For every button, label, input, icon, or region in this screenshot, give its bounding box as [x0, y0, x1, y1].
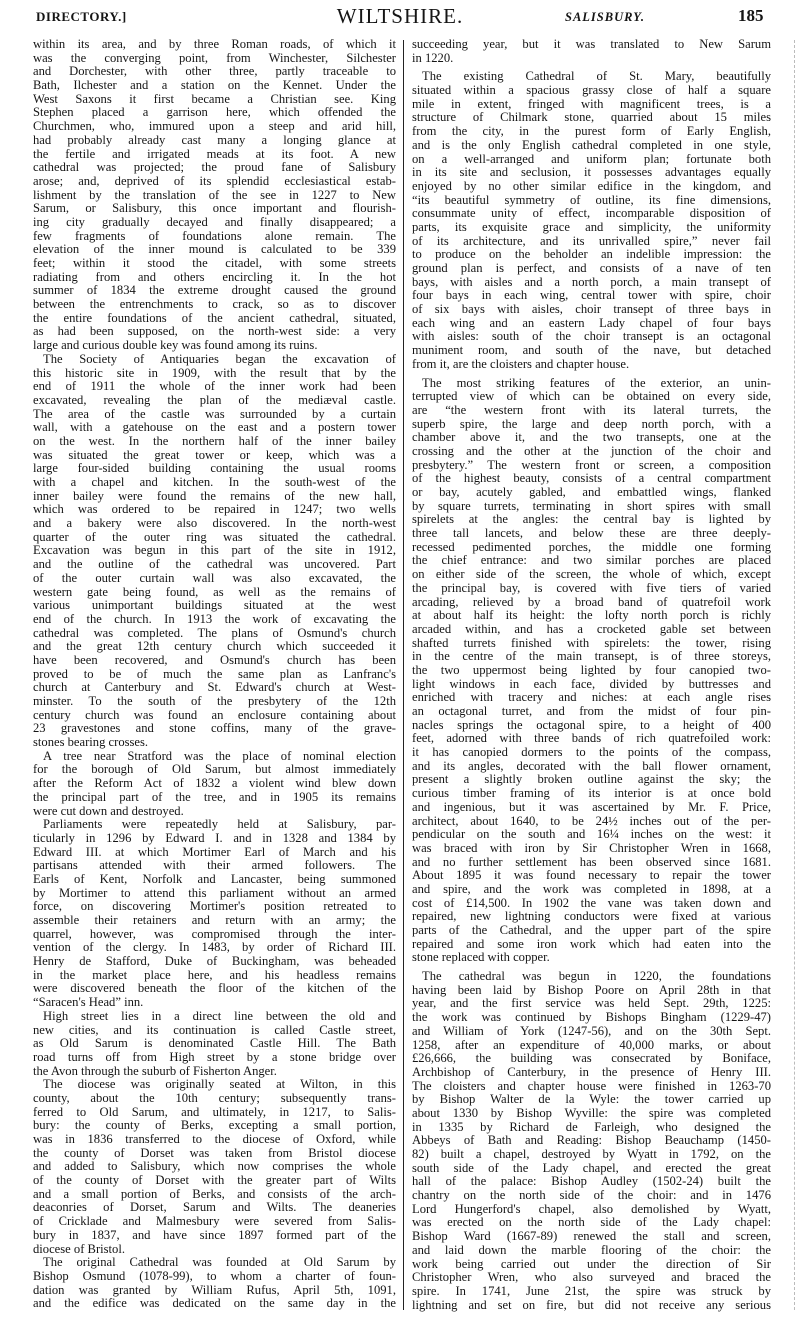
text-line: and a small portion of Berks, and consists of the arch-: [33, 1186, 396, 1201]
text-line: of the highest beauty, consists of a central compartment: [412, 471, 771, 486]
text-line: chamber above it, and the two transepts, one at the: [412, 430, 771, 445]
text-line: was erected on the north side of the Lady chapel:: [412, 1215, 771, 1230]
text-line: vention of the clergy. In 1483, by order of Richard III.: [33, 940, 396, 955]
text-line: The cathedral was begun in 1220, the foundations: [422, 969, 771, 984]
text-line: this historic site in 1909, with the result that by the: [33, 365, 396, 380]
text-line: stone replaced with copper.: [412, 950, 550, 965]
text-line: Parliaments were repeatedly held at Salisbury, par-: [43, 817, 396, 832]
text-line: The diocese was originally seated at Wilton, in this: [43, 1077, 396, 1092]
text-line: force, on discovering Mortimer's position retreated to: [33, 899, 396, 914]
paragraph: [412, 70, 771, 371]
text-line: in 1220.: [412, 50, 454, 65]
text-line: an octagonal turret, and from the midst of four pin-: [412, 704, 771, 718]
text-line: 82) built a chapel, destroyed by Wyatt in 1792, on the: [412, 1147, 771, 1161]
text-line: muniment room, and south of the nave, but detached: [412, 343, 771, 358]
text-line: quarrel, however, was compromised through the inter-: [33, 926, 396, 941]
text-line: from the city, in the purest form of Early English,: [412, 124, 771, 139]
text-line: end of the church. In 1913 the work of excavating the: [33, 611, 396, 626]
text-line: with aisles: south of the choir transept is an octagonal: [412, 329, 771, 344]
text-line: ticularly in 1296 by Edward I. and in 1328 and 1384 by: [33, 830, 396, 845]
text-line: Henry de Stafford, Duke of Buckingham, was beheaded: [33, 954, 396, 969]
text-line: crossing and the other at the junction of the choir and: [412, 443, 771, 458]
text-line: three tall lancets, and below these are three deeply-: [412, 526, 771, 541]
text-line: from it, are the cloisters and chapter house.: [412, 356, 630, 371]
text-line: summer of 1834 the extreme drought caused the ground: [33, 283, 396, 298]
text-line: in its site and seclusion, it possesses advantages equally: [412, 165, 771, 180]
text-line: The area of the castle was surrounded by a curtain: [33, 406, 396, 421]
text-line: by square turrets, terminating in short spires with small: [412, 498, 771, 513]
text-line: each wing and an eastern Lady chapel of four bays: [412, 315, 771, 330]
text-line: enjoyed by no other similar edifice in the kingdom, and: [412, 178, 771, 193]
text-line: £26,666, the building was consecrated by Boniface,: [412, 1051, 771, 1066]
text-line: of Cricklade and Malmesbury were severed from Salis-: [33, 1214, 396, 1229]
text-line: bays, with aisles and a north porch, a main transept of: [412, 274, 771, 289]
text-line: assemble their retainers and return with an army; the: [33, 913, 396, 927]
text-line: by Bishop Walter de la Wyle: the tower carried up: [412, 1092, 771, 1107]
text-line: about 1330 by Bishop Wyville: the spire was completed: [412, 1105, 771, 1120]
running-head-section: SALISBURY.: [565, 10, 646, 24]
paragraph: [412, 38, 771, 65]
text-line: large four-sided building containing the usual rooms: [33, 461, 396, 476]
text-line: and no further settlement has been observed since 1681.: [412, 854, 771, 869]
text-line: end of 1911 the whole of the inner work had been: [33, 379, 396, 394]
text-line: few fragments of foundations alone remain. The: [33, 228, 396, 243]
text-line: Bath, Ilchester and a station on the Kennet. Under the: [33, 78, 396, 93]
text-line: and added to Salisbury, which now comprises the whole: [33, 1159, 396, 1174]
text-line: The most striking features of the exterior, an unin-: [422, 375, 771, 390]
text-line: south side of the Lady chapel, and erected the great: [412, 1160, 771, 1175]
text-line: pendicular on the south and 16¼ inches on the west: it: [412, 827, 771, 842]
text-line: and Dorchester, with other three, partly traceable to: [33, 64, 396, 79]
text-line: was the converging point, from Winchester, Silchester: [33, 50, 396, 65]
text-line: the work was continued by Bishops Bingham (1229-47): [412, 1010, 771, 1025]
text-line: and the outline of the cathedral was uncovered. Part: [33, 557, 396, 572]
text-line: and ingenious, but it was ascertained by Mr. F. Price,: [412, 799, 771, 814]
text-line: to produce on the beholder an indelible impression: the: [412, 247, 771, 262]
text-line: situated within a spacious grassy close of half a square: [412, 83, 771, 98]
text-line: hall of the palace: Bishop Audley (1502-24) built the: [412, 1174, 771, 1189]
text-line: are “the western front with its lateral turrets, the: [412, 402, 771, 417]
text-line: Sarum, or Salisbury, this once important and flourish-: [33, 201, 396, 216]
text-line: had probably already cast many a longing glance at: [33, 132, 396, 147]
text-line: or bay, acutely gabled, and embattled wings, flanked: [412, 485, 771, 499]
paragraph: [33, 1078, 396, 1256]
text-line: in the market place here, and his headless remains: [33, 967, 396, 982]
text-line: The cloisters and chapter house were finished in 1263-70: [412, 1078, 771, 1093]
text-line: Archbishop of Canterbury, in the presence of Henry III.: [412, 1064, 771, 1079]
text-line: bury: the county of Berks, excepting a small portion,: [33, 1118, 396, 1133]
text-line: terrupted view of which can be obtained on every side,: [412, 389, 771, 404]
text-line: was braced with iron by Sir Christopher Wren in 1668,: [412, 840, 771, 855]
text-line: it has canopied dormers to the points of the compass,: [412, 745, 771, 760]
text-line: repaired and some iron work which had eaten into the: [412, 936, 771, 951]
text-line: and William of York (1247-56), and on the 30th Sept.: [412, 1023, 771, 1038]
text-line: curious timber framing of its interior is at once bold: [412, 786, 771, 801]
text-line: Earls of Kent, Norfolk and Lancaster, being summoned: [33, 871, 396, 886]
text-line: elevation of the inner mound is calculated to be 339: [33, 242, 396, 257]
text-line: the two uppermost being lighted by four canopied two-: [412, 662, 771, 677]
text-line: large and curious double key was found among its ruins.: [33, 338, 318, 353]
text-line: The original Cathedral was founded at Old Sarum by: [43, 1255, 396, 1270]
text-line: 23 gravestones and stone coffins, many of the grave-: [33, 721, 396, 736]
text-line: stones bearing crosses.: [33, 735, 149, 750]
text-line: at about half its height: the lofty north porch is richly: [412, 608, 771, 623]
text-line: arcading, relieved by a broad band of quatrefoil work: [412, 594, 771, 609]
text-line: four bays in each wing, central tower with spire, choir: [412, 288, 771, 303]
paragraph: [33, 750, 396, 818]
text-line: was situated the great tower or keep, which was a: [33, 447, 396, 462]
running-head-directory: DIRECTORY.]: [36, 9, 127, 24]
text-line: consummate unity of effect, incomparable disposition of: [412, 206, 771, 221]
text-line: Lord Hungerford's chapel, also demolished by Wyatt,: [412, 1201, 771, 1216]
text-line: within its area, and by three Roman roads, of which it: [33, 37, 396, 51]
text-line: lishment by the translation of the see in 1227 to New: [33, 187, 396, 202]
text-line: and its angles, decorated with the ball flower ornament,: [412, 758, 771, 773]
text-line: shafted turrets finished with spirelets: the tower, rising: [412, 635, 771, 650]
text-line: About 1895 it was found necessary to repair the tower: [412, 868, 771, 883]
text-line: bury in 1837, and have since 1897 formed part of the: [33, 1227, 396, 1242]
text-line: was in 1836 transferred to the diocese of Oxford, while: [33, 1132, 396, 1146]
right-column: [412, 38, 771, 1312]
text-line: partisans attended with their armed followers. The: [33, 858, 396, 873]
text-line: have been recovered, and Osmund's church has been: [33, 652, 396, 667]
text-line: in the centre of the main transept, is of three storeys,: [412, 649, 771, 664]
paragraph: [33, 353, 396, 750]
text-line: radiating from and others encircling it. In the hot: [33, 269, 396, 284]
text-line: parts of the Cathedral, and the upper part of the spire: [412, 923, 771, 937]
text-line: High street lies in a direct line between the old and: [43, 1008, 396, 1023]
text-line: after the Reform Act of 1832 a violent wind blew down: [33, 776, 396, 791]
text-line: the principal bay, is covered with five tiers of varied: [412, 580, 771, 595]
column-divider: [403, 40, 404, 1310]
text-line: ferred to Old Sarum, and ultimately, in 1217, to Salis-: [33, 1104, 396, 1119]
text-line: the county of Dorset was taken from Bristol diocese: [33, 1145, 396, 1160]
text-line: Abbeys of Bath and Reading: Bishop Beauchamp (1450-: [412, 1133, 771, 1148]
text-line: ing city gradually decayed and finally disappeared; a: [33, 214, 396, 229]
text-line: arose; and, deprived of its splendid ecclesiastical estab-: [33, 173, 396, 188]
text-line: and is the only English cathedral completed in one style,: [412, 137, 771, 152]
text-line: Excavation was begun in this part of the site in 1912,: [33, 543, 396, 558]
text-line: architect, about 1640, to be 24½ inches out of the per-: [412, 813, 771, 828]
text-line: Stephen placed a garrison here, which offended the: [33, 105, 396, 120]
text-line: on a well-arranged and uniform plan; fortunate both: [412, 151, 771, 166]
text-line: for the borough of Old Sarum, but almost immediately: [33, 762, 396, 777]
text-line: century church was found an enclosure containing about: [33, 707, 396, 722]
text-line: with a chapel and kitchen. In the south-west of the: [33, 475, 396, 489]
text-line: cathedral was completed. The plans of Osmund's church: [33, 625, 396, 640]
text-line: and a bakery were also discovered. In the north-west: [33, 516, 396, 531]
text-line: as Old Sarum is denominated Castle Hill. The Bath: [33, 1036, 396, 1051]
text-line: Churchmen, who, immured upon a steep and arid hill,: [33, 119, 396, 134]
text-line: recessed pedimented porches, the middle one forming: [412, 539, 771, 554]
text-line: of six bays with aisles, choir transept of three bays in: [412, 302, 771, 317]
text-line: and laid down the marble flooring of the choir: the: [412, 1242, 771, 1257]
text-line: enriched with tracery and niches: at each angle rises: [412, 690, 771, 705]
text-line: The Society of Antiquaries began the excavation of: [43, 351, 396, 366]
text-line: A tree near Stratford was the place of nominal election: [43, 748, 396, 763]
text-line: by Mortimer to attend this parliament without an armed: [33, 885, 396, 900]
text-line: county, about the 10th century; subsequently trans-: [33, 1090, 396, 1105]
text-line: the principal part of the tree, and in 1905 its remains: [33, 789, 396, 804]
text-line: were discovered beneath the floor of the kitchen of the: [33, 981, 396, 996]
text-line: and the edifice was dedicated on the same day in the: [33, 1296, 396, 1311]
text-line: ground plan is perfect, and consists of a nave of ten: [412, 261, 771, 275]
text-line: road turns off from High street by a stone bridge over: [33, 1049, 396, 1064]
text-line: proved to be of much the same plan as Lanfranc's: [33, 666, 396, 681]
text-line: church at Canterbury and St. Edward's church at West-: [33, 680, 396, 695]
paragraph: [412, 377, 771, 966]
text-line: deaconries of Dorset, Sarum and Wilts. The deaneries: [33, 1200, 396, 1215]
text-line: repaired, new lightning conductors were fixed at various: [412, 909, 771, 924]
text-line: and spire, and the work was completed in 1898, at a: [412, 881, 771, 896]
text-line: presbytery.” The western front or screen, a composition: [412, 457, 771, 472]
text-line: having been laid by Bishop Poore on April 28th in that: [412, 982, 771, 997]
text-line: Christopher Wren, who also surveyed and braced the: [412, 1270, 771, 1285]
text-line: cathedral was projected; the proud fane of Salisbury: [33, 160, 396, 175]
text-line: superb spire, the large and deep north porch, with a: [412, 416, 771, 431]
text-line: arcaded within, and has a crocketed gable set between: [412, 621, 771, 636]
text-line: spire. In 1741, June 21st, the spire was struck by: [412, 1283, 771, 1298]
text-line: cost of £14,500. In 1902 the vane was taken down and: [412, 895, 771, 910]
text-line: Bishop Ward (1667-89) renewed the stall and screen,: [412, 1229, 771, 1244]
text-line: year, and the first service was held Sept. 29th, 1225:: [412, 996, 771, 1011]
text-line: spirelets at the angles: the central bay is lighted by: [412, 512, 771, 527]
page-number: 185: [738, 6, 764, 25]
text-line: chantry on the north side of the choir: and in 1476: [412, 1188, 771, 1203]
text-line: quarter of the outer ring was situated the cathedral.: [33, 529, 396, 544]
paragraph: [33, 1010, 396, 1078]
text-line: excavated, revealing the plan of the mediæval castle.: [33, 392, 396, 407]
text-line: of the county of Dorset with the greater part of Wilts: [33, 1173, 396, 1188]
text-line: work being carried out under the direction of Sir: [412, 1256, 771, 1271]
text-line: inner bailey were found the remains of the new hall,: [33, 488, 396, 503]
text-line: the fertile and irrigated meads at its foot. A new: [33, 146, 396, 161]
text-line: West Saxons it first became a Christian see. King: [33, 91, 396, 106]
left-column: [33, 38, 396, 1311]
paragraph: [412, 970, 771, 1312]
text-line: the chief entrance: and two similar porches are placed: [412, 553, 771, 568]
paragraph: [33, 1256, 396, 1311]
text-line: light windows in each face, divided by buttresses and: [412, 676, 771, 691]
text-line: The existing Cathedral of St. Mary, beautifully: [422, 69, 771, 84]
text-line: dation was granted by William Rufus, April 5th, 1091,: [33, 1282, 396, 1297]
text-line: on the west. In the northern half of the inner bailey: [33, 433, 396, 448]
text-line: parts, its exquisite grace and simplicity, the uniformity: [412, 219, 771, 234]
text-line: “Saracen's Head” inn.: [33, 995, 144, 1010]
text-line: Edward III. at which Mortimer Earl of March and his: [33, 844, 396, 859]
text-line: Bishop Osmund (1078-99), to whom a charter of foun-: [33, 1268, 396, 1283]
text-line: nacles springs the octagonal spire, to a height of 400: [412, 717, 771, 732]
text-line: between the entrenchments to crack, so as to discover: [33, 297, 396, 312]
paragraph: [33, 38, 396, 353]
text-line: diocese of Bristol.: [33, 1241, 125, 1256]
text-line: “its beautiful symmetry of outline, its fine dimensions,: [412, 192, 771, 207]
text-line: of its architecture, and its unrivalled spire,” never fail: [412, 233, 771, 248]
text-line: as had been supposed, on the north-west side: a very: [33, 324, 396, 339]
text-line: of the outer curtain wall was also excavated, the: [33, 570, 396, 585]
text-line: feet; within it stood the citadel, with some streets: [33, 256, 396, 270]
text-line: feet, adorned with three bands of rich quatrefoiled work:: [412, 731, 771, 746]
paragraph: [33, 818, 396, 1010]
text-line: succeeding year, but it was translated to New Sarum: [412, 37, 771, 51]
text-line: the Avon through the suburb of Fisherton Anger.: [33, 1063, 277, 1078]
running-head-county: WILTSHIRE.: [336, 4, 464, 28]
text-line: western gate being found, as well as the remains of: [33, 584, 396, 599]
text-line: which was ordered to be repaired in 1247; two wells: [33, 502, 396, 517]
text-line: on either side of the screen, the whole of which, except: [412, 567, 771, 582]
text-line: and the great 12th century church which succeeded it: [33, 639, 396, 654]
text-line: minster. To the south of the presbytery of the 12th: [33, 694, 396, 708]
text-line: in 1335 by Richard de Farleigh, who designed the: [412, 1119, 771, 1134]
text-line: present a slightly broken outline against the sky; the: [412, 772, 771, 787]
text-line: lightning and set on fire, but did not receive any serious: [412, 1297, 771, 1312]
text-line: structure of Chilmark stone, quarried about 15 miles: [412, 110, 771, 125]
page-edge-rule: [794, 40, 795, 1310]
text-line: mile in extent, fringed with magnificent trees, is a: [412, 96, 771, 111]
text-line: wall, with a gatehouse on the east and a postern tower: [33, 420, 396, 435]
text-line: the entire foundations of the ancient cathedral, situated,: [33, 310, 396, 325]
text-line: various unimportant buildings situated at the west: [33, 598, 396, 613]
text-line: new cities, and its continuation is called Castle street,: [33, 1022, 396, 1037]
text-line: were cut down and destroyed.: [33, 803, 184, 818]
text-line: 1258, after an expenditure of 40,000 marks, or about: [412, 1037, 771, 1052]
